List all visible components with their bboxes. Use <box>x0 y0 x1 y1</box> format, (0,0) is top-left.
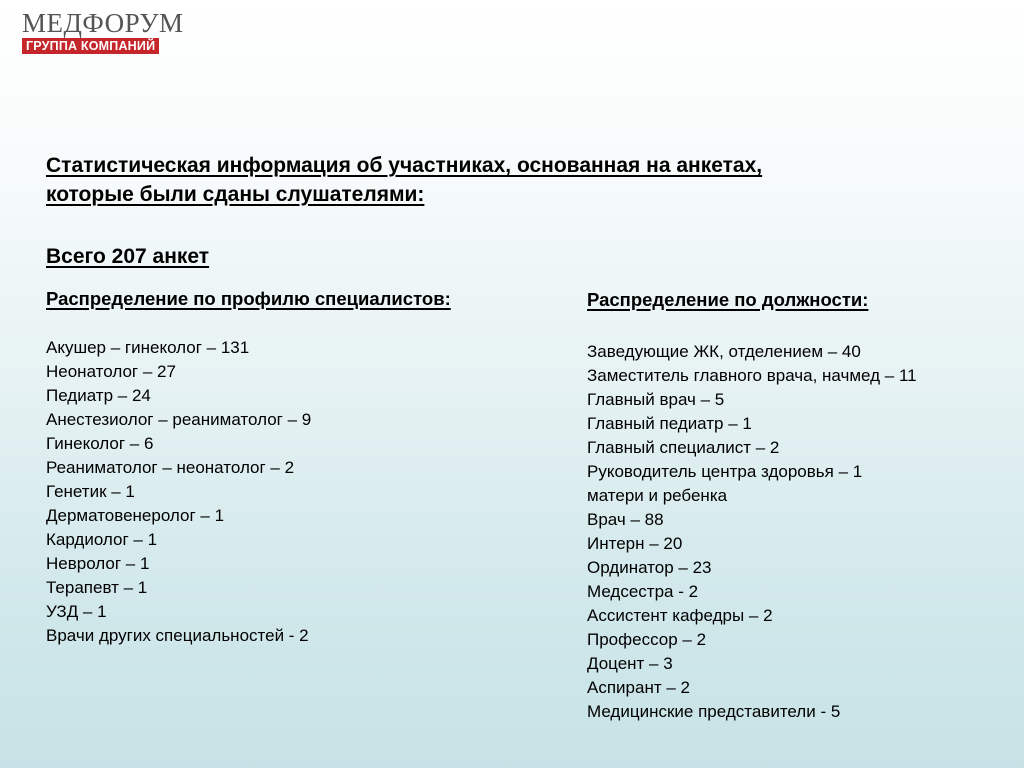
specialist-item: Невролог – 1 <box>46 554 150 573</box>
specialists-title: Распределение по профилю специалистов: <box>46 288 451 309</box>
positions-list <box>587 340 1007 724</box>
position-item: матери и ребенка <box>587 486 728 505</box>
logo-subtitle: ГРУППА КОМПАНИЙ <box>22 38 159 54</box>
total-count: Всего 207 анкет <box>46 245 210 268</box>
position-item: Ординатор – 23 <box>587 558 712 577</box>
specialist-item: Гинеколог – 6 <box>46 434 154 453</box>
specialist-item: Дерматовенеролог – 1 <box>46 506 225 525</box>
specialist-item: Врачи других специальностей - 2 <box>46 626 309 645</box>
position-item: Главный специалист – 2 <box>587 438 780 457</box>
position-item: Профессор – 2 <box>587 630 707 649</box>
page-heading <box>46 151 966 209</box>
positions-title: Распределение по должности: <box>587 289 869 310</box>
logo-name: МЕДФОРУМ <box>22 8 184 38</box>
position-item: Интерн – 20 <box>587 534 683 553</box>
position-item: Руководитель центра здоровья – 1 <box>587 462 863 481</box>
heading-line-2: которые были сданы слушателями: <box>46 183 425 206</box>
specialist-item: Терапевт – 1 <box>46 578 148 597</box>
position-item: Врач – 88 <box>587 510 664 529</box>
position-item: Заместитель главного врача, начмед – 11 <box>587 366 917 385</box>
position-item: Ассистент кафедры – 2 <box>587 606 773 625</box>
specialist-item: Неонатолог – 27 <box>46 362 176 381</box>
position-item: Главный педиатр – 1 <box>587 414 752 433</box>
positions-section <box>587 287 1007 724</box>
position-item: Заведующие ЖК, отделением – 40 <box>587 342 861 361</box>
position-item: Главный врач – 5 <box>587 390 725 409</box>
specialist-item: Генетик – 1 <box>46 482 135 501</box>
company-logo <box>22 9 182 55</box>
specialist-item: Анестезиолог – реаниматолог – 9 <box>46 410 312 429</box>
specialists-section <box>46 286 566 648</box>
specialist-item: Кардиолог – 1 <box>46 530 158 549</box>
position-item: Доцент – 3 <box>587 654 673 673</box>
specialist-item: УЗД – 1 <box>46 602 107 621</box>
position-item: Медсестра - 2 <box>587 582 699 601</box>
specialists-list <box>46 336 566 648</box>
position-item: Медицинские представители - 5 <box>587 702 841 721</box>
heading-line-1: Статистическая информация об участниках, основанная на анкетах, <box>46 154 763 177</box>
specialist-item: Педиатр – 24 <box>46 386 151 405</box>
position-item: Аспирант – 2 <box>587 678 690 697</box>
specialist-item: Акушер – гинеколог – 131 <box>46 338 250 357</box>
specialist-item: Реаниматолог – неонатолог – 2 <box>46 458 295 477</box>
